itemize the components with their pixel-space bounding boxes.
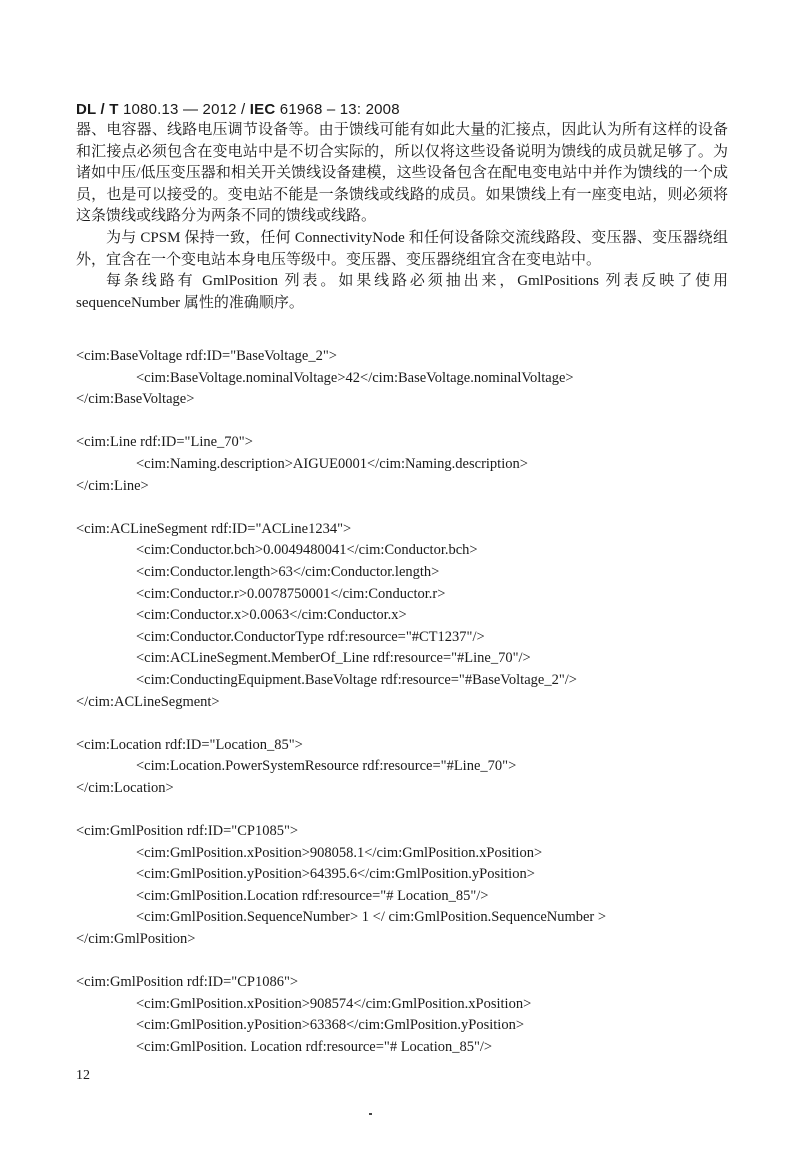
paragraph: 为与 CPSM 保持一致，任何 ConnectivityNode 和任何设备除交流线路段、变压器、变压器绕组外，宜含在一个变电站本身电压等级中。变压器、变压器绕组宜含在变电站中。 [76, 229, 728, 268]
xml-child-line: <cim:GmlPosition.SequenceNumber> 1 </ cim:GmlPosition.SequenceNumber > [136, 909, 607, 926]
body-text [76, 120, 728, 314]
xml-close-tag: </cim:ACLineSegment> [76, 693, 220, 710]
xml-child-line: <cim:Conductor.x>0.0063</cim:Conductor.x> [136, 607, 407, 624]
page-number: 12 [76, 1068, 90, 1083]
standard-code: DL / T [76, 101, 119, 118]
xml-child-line: <cim:ConductingEquipment.BaseVoltage rdf:resource="#BaseVoltage_2"/> [136, 671, 577, 688]
xml-element-block [76, 519, 756, 713]
xml-close-tag: </cim:BaseVoltage> [76, 391, 195, 408]
paragraph: 器、电容器、线路电压调节设备等。由于馈线可能有如此大量的汇接点，因此认为所有这样的设备和汇接点必须包含在变电站中是不切合实际的，所以仅将这些设备说明为馈线的成员就足够了。为诸如中压/低压变压器和相关开关馈线设备建模，这些设备包含在配电变电站中并作为馈线的一个成员，也是可以接受的。变电站不能是一条馈线或线路的成员。如果馈线上有一座变电站，则必须将这条馈线或线路分为两条不同的馈线或线路。 [76, 122, 728, 225]
iec-number: 61968 – 13: 2008 [279, 101, 400, 118]
xml-child-line: <cim:GmlPosition.xPosition>908574</cim:GmlPosition.xPosition> [136, 995, 532, 1012]
xml-child-line: <cim:GmlPosition.xPosition>908058.1</cim:GmlPosition.xPosition> [136, 844, 543, 861]
xml-child-line: <cim:BaseVoltage.nominalVoltage>42</cim:BaseVoltage.nominalVoltage> [136, 369, 574, 386]
xml-open-tag: <cim:GmlPosition rdf:ID="CP1085"> [76, 823, 299, 840]
xml-open-tag: <cim:BaseVoltage rdf:ID="BaseVoltage_2"> [76, 348, 337, 364]
xml-child-line: <cim:Conductor.bch>0.0049480041</cim:Conductor.bch> [136, 542, 478, 559]
xml-child-line: <cim:GmlPosition. Location rdf:resource="# Location_85"/> [136, 1039, 493, 1055]
xml-close-tag: </cim:Location> [76, 779, 174, 796]
xml-element-block [76, 432, 756, 497]
xml-open-tag: <cim:Line rdf:ID="Line_70"> [76, 434, 253, 451]
scan-mark [369, 1113, 372, 1115]
xml-close-tag: </cim:GmlPosition> [76, 931, 196, 948]
xml-element-block [76, 735, 756, 800]
xml-close-tag: </cim:Line> [76, 477, 149, 494]
xml-open-tag: <cim:Location rdf:ID="Location_85"> [76, 736, 303, 753]
xml-element-block [76, 972, 756, 1058]
paragraph: 每条线路有 GmlPosition 列表。如果线路必须抽出来，GmlPositions 列表反映了使用 sequenceNumber 属性的准确顺序。 [76, 273, 728, 311]
xml-child-line: <cim:Conductor.length>63</cim:Conductor.length> [136, 563, 440, 580]
xml-child-line: <cim:GmlPosition.yPosition>63368</cim:GmlPosition.yPosition> [136, 1017, 525, 1034]
xml-child-line: <cim:Naming.description>AIGUE0001</cim:Naming.description> [136, 455, 528, 472]
xml-child-line: <cim:Location.PowerSystemResource rdf:resource="#Line_70"> [136, 758, 517, 775]
xml-open-tag: <cim:ACLineSegment rdf:ID="ACLine1234"> [76, 520, 352, 537]
xml-open-tag: <cim:GmlPosition rdf:ID="CP1086"> [76, 974, 299, 991]
xml-child-line: <cim:ACLineSegment.MemberOf_Line rdf:resource="#Line_70"/> [136, 650, 531, 667]
xml-element-block [76, 346, 756, 411]
xml-child-line: <cim:Conductor.r>0.0078750001</cim:Conductor.r> [136, 585, 446, 602]
standard-header [76, 101, 400, 118]
xml-code-listing [76, 346, 756, 1080]
standard-number: 1080.13 — 2012 / [122, 101, 250, 118]
xml-child-line: <cim:GmlPosition.Location rdf:resource="# Location_85"/> [136, 887, 489, 904]
iec-code: IEC [249, 101, 276, 118]
xml-child-line: <cim:GmlPosition.yPosition>64395.6</cim:GmlPosition.yPosition> [136, 866, 535, 883]
xml-element-block [76, 821, 756, 951]
xml-child-line: <cim:Conductor.ConductorType rdf:resource="#CT1237"/> [136, 628, 485, 645]
